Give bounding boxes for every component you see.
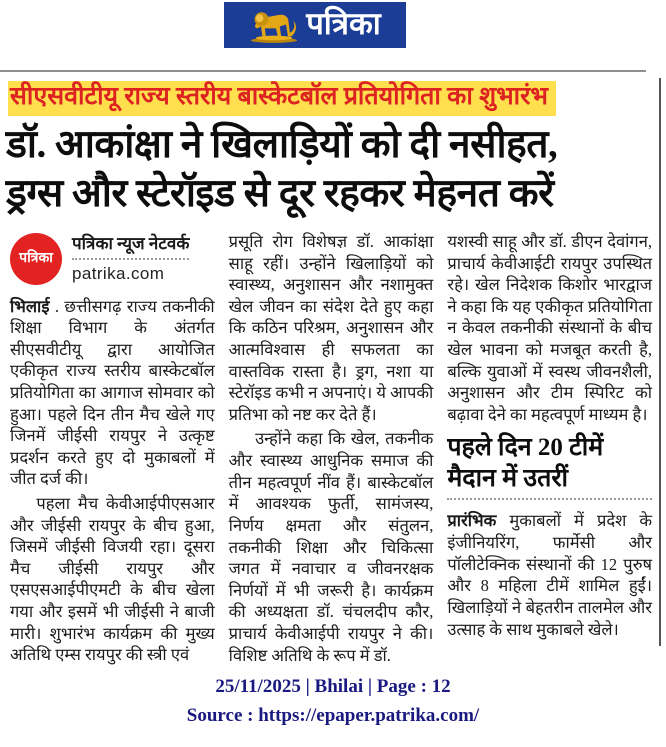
- clipping-footer: [0, 673, 666, 730]
- paragraph: प्रसूति रोग विशेषज्ञ डॉ. आकांक्षा साहू रहीं। उन्होंने खिलाड़ियों को स्वास्थ्य, अनुशासन और नशामुक्त खेल जीवन का संदेश देते हुए कहा कि कठिन परिश्रम, अनुशासन और आत्मविश्वास ही सफलता का वास्तविक रास्ता है। ड्रग, नशा या स्टेरॉइड कभी न अपनाएं। ये आपकी प्रतिभा को नष्ट कर देते हैं।: [228, 232, 434, 424]
- column-middle: [229, 231, 434, 669]
- paragraph: पहला मैच केवीआईपीएसआर और जीईसी रायपुर के बीच हुआ, जिसमें जीईसी विजयी रहा। दूसरा मैच जीईसी रायपुर और एसएसआईपीएमटी के बीच खेला गया और इसमें भी जीईसी ने बाजी मारी। शुभारंभ कार्यक्रम की मुख्य अतिथि एम्स रायपुर की स्त्री एवं: [10, 494, 215, 665]
- byline-text: [72, 233, 189, 286]
- footer-source-link[interactable]: Source : https://epaper.patrika.com/: [186, 704, 480, 726]
- patrika-badge-icon: [10, 233, 62, 285]
- headline-line-2: ड्रग्स और स्टेरॉइड से दूर रहकर मेहनत करें: [6, 171, 554, 215]
- lion-icon: [249, 6, 299, 44]
- paragraph-lead: प्रारंभिक: [447, 511, 497, 531]
- patrika-masthead-logo: [224, 2, 406, 48]
- article-body: [0, 231, 666, 669]
- badge-text: पत्रिका: [19, 251, 53, 267]
- kicker-headline: सीएसवीटीयू राज्य स्तरीय बास्केटबॉल प्रतियोगिता का शुभारंभ: [8, 81, 556, 116]
- paragraph-text: . छत्तीसगढ़ राज्य तकनीकी शिक्षा विभाग के अंतर्गत सीएसवीटीयू द्वारा आयोजित एकीकृत राज्य स्तरीय बास्केटबॉल प्रतियोगिता का आगाज सोमवार को हुआ। पहले दिन तीन मैच खेले गए जिनमें जीईसी रायपुर ने उत्कृष्ट प्रदर्शन करते हुए दो मुकाबलों में जीत दर्ज की।: [10, 296, 215, 489]
- paragraph-text: मुकाबलों में प्रदेश के इंजीनियरिंग, फार्मेसी और पॉलीटेक्निक संस्थानों की 12 पुरुष और 8 महिला टीमें शामिल हुईं। खिलाड़ियों ने बेहतरीन तालमेल और उत्साह के साथ मुकाबले खेले।: [447, 511, 653, 639]
- paragraph: यशस्वी साहू और डॉ. डीएन देवांगन, प्राचार्य केवीआईटी रायपुर उपस्थित रहे। खेल निदेशक किशोर भारद्वाज ने कहा कि यह एकीकृत प्रतियोगिता न केवल तकनीकी संस्थानों के बीच खेल भावना को मजबूत करती है, बल्कि युवाओं में स्वस्थ जीवनशैली, अनुशासन और टीम स्पिरिट को बढ़ावा देने का महत्वपूर्ण माध्यम है।: [447, 232, 653, 424]
- subhead-line-2: मैदान में उतरीं: [447, 464, 569, 492]
- paragraph: उन्होंने कहा कि खेल, तकनीक और स्वास्थ्य आधुनिक समाज की तीन महत्वपूर्ण नींव हैं। बास्केटबॉल में आवश्यक फुर्ती, सामंजस्य, निर्णय क्षमता और संतुलन, तकनीकी शिक्षा और चिकित्सा जगत में नवाचार व जीवनरक्षक निर्णयों में भी जरूरी है। कार्यक्रम की अध्यक्षता डॉ. चंचलदीप कौर, प्राचार्य केवीआईपी रायपुर ने की। विशिष्ट अतिथि के रूप में डॉ.: [228, 429, 434, 665]
- header-divider: [0, 70, 646, 72]
- column-right: [447, 231, 652, 669]
- subhead-line-1: पहले दिन 20 टीमें: [447, 434, 604, 462]
- column-left: [10, 231, 215, 669]
- page-right-rule: [659, 78, 661, 646]
- paragraph: [10, 296, 215, 490]
- dateline: भिलाई: [10, 296, 50, 316]
- brand-name: पत्रिका: [306, 5, 381, 41]
- byline-network: पत्रिका न्यूज नेटवर्क: [72, 233, 189, 260]
- byline-block: [10, 233, 215, 286]
- masthead-row: [0, 0, 666, 48]
- headline-line-1: डॉ. आकांक्षा ने खिलाड़ियों को दी नसीहत,: [6, 122, 558, 166]
- main-headline: [6, 120, 658, 218]
- paragraph: [447, 510, 652, 640]
- sub-headline: [447, 433, 652, 494]
- footer-meta: 25/11/2025 | Bhilai | Page : 12: [215, 676, 451, 697]
- byline-site-link[interactable]: patrika.com: [72, 264, 165, 284]
- dotted-divider: [447, 498, 652, 500]
